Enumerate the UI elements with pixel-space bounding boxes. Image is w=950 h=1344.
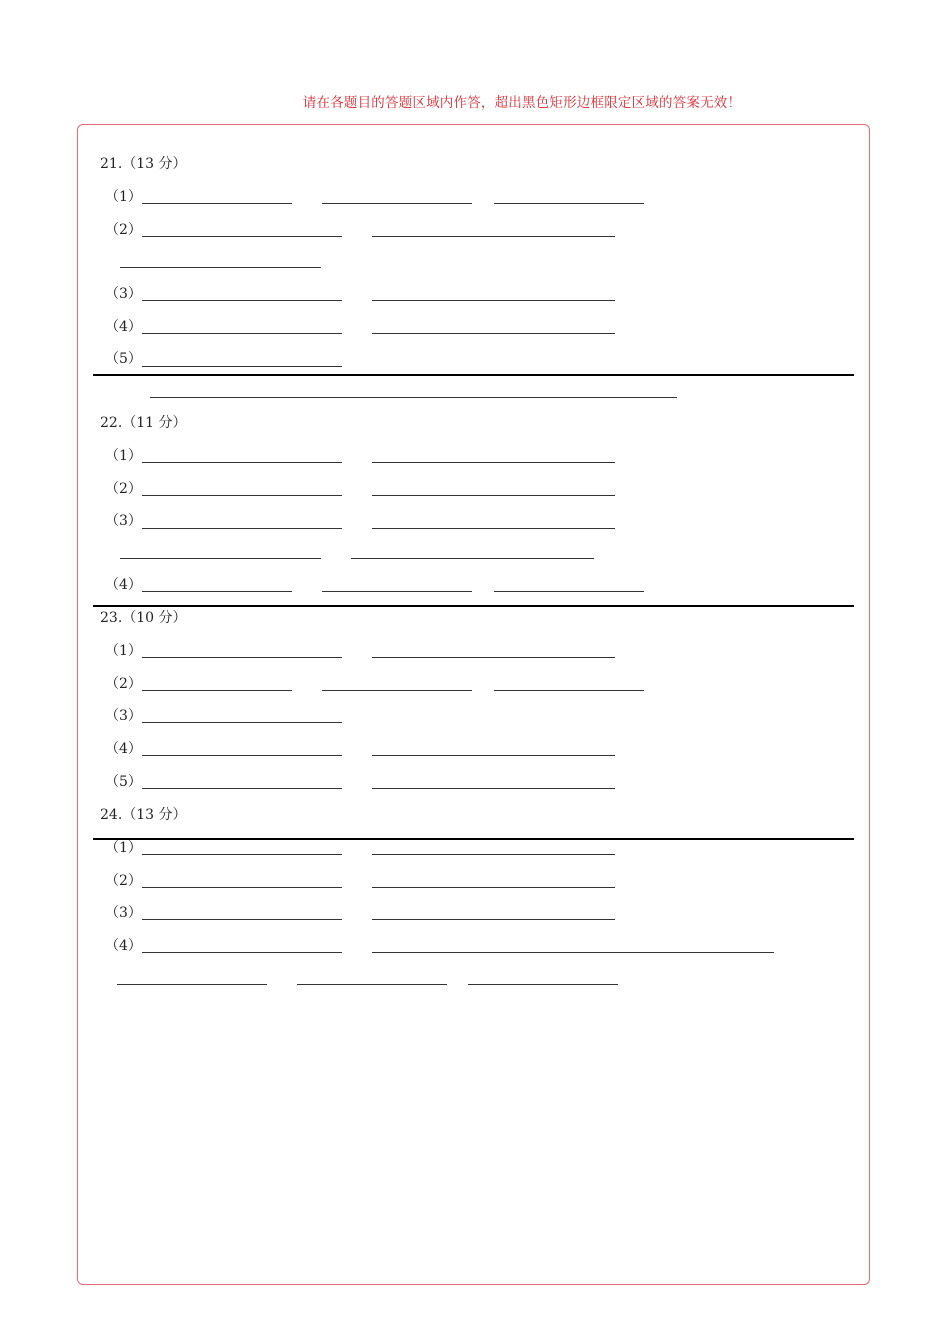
answer-line[interactable] — [372, 887, 615, 888]
answer-line[interactable] — [142, 887, 342, 888]
q22-item-1-label: （1） — [105, 448, 142, 464]
answer-line[interactable] — [372, 300, 615, 301]
answer-line[interactable] — [494, 203, 644, 204]
question-21-title: 21.（13 分） — [100, 156, 187, 172]
answer-line[interactable] — [142, 528, 342, 529]
q21-item-2-label: （2） — [105, 222, 142, 238]
answer-line[interactable] — [372, 528, 615, 529]
answer-line[interactable] — [297, 984, 447, 985]
answer-line[interactable] — [322, 203, 472, 204]
answer-line[interactable] — [120, 558, 321, 559]
q21-item-3-label: （3） — [105, 286, 142, 302]
question-23-title: 23.（10 分） — [100, 610, 187, 626]
answer-line[interactable] — [142, 591, 292, 592]
answer-line[interactable] — [494, 591, 644, 592]
q21-item-4-label: （4） — [105, 319, 142, 335]
q23-item-3-label: （3） — [105, 708, 142, 724]
answer-line[interactable] — [142, 854, 342, 855]
answer-line[interactable] — [372, 952, 774, 953]
answer-line[interactable] — [142, 236, 342, 237]
q23-item-4-label: （4） — [105, 741, 142, 757]
answer-line[interactable] — [372, 236, 615, 237]
answer-line[interactable] — [142, 495, 342, 496]
q22-item-2-label: （2） — [105, 481, 142, 497]
answer-line[interactable] — [372, 919, 615, 920]
q24-item-4-label: （4） — [105, 938, 142, 954]
answer-line[interactable] — [142, 366, 342, 367]
answer-line[interactable] — [468, 984, 618, 985]
answer-line[interactable] — [142, 755, 342, 756]
answer-line[interactable] — [372, 657, 615, 658]
answer-line[interactable] — [372, 854, 615, 855]
q22-item-3-label: （3） — [105, 513, 142, 529]
section-divider — [93, 374, 854, 376]
q23-item-5-label: （5） — [105, 774, 142, 790]
answer-line[interactable] — [142, 333, 342, 334]
answer-line[interactable] — [142, 722, 342, 723]
answer-line[interactable] — [142, 952, 342, 953]
answer-line[interactable] — [142, 300, 342, 301]
question-22-title: 22.（11 分） — [100, 415, 187, 431]
q21-item-1-label: （1） — [105, 189, 142, 205]
answer-line[interactable] — [117, 984, 267, 985]
q24-item-2-label: （2） — [105, 873, 142, 889]
section-divider — [93, 838, 854, 840]
answer-line[interactable] — [322, 591, 472, 592]
answer-line[interactable] — [142, 690, 292, 691]
question-24-title: 24.（13 分） — [100, 807, 187, 823]
answer-line[interactable] — [372, 462, 615, 463]
q24-item-1-label: （1） — [105, 840, 142, 856]
answer-line[interactable] — [372, 495, 615, 496]
q23-item-1-label: （1） — [105, 643, 142, 659]
answer-line[interactable] — [322, 690, 472, 691]
answer-line[interactable] — [150, 397, 677, 398]
q21-item-5-label: （5） — [105, 351, 142, 367]
answer-line[interactable] — [351, 558, 594, 559]
answer-line[interactable] — [494, 690, 644, 691]
q22-item-4-label: （4） — [105, 577, 142, 593]
answer-line[interactable] — [372, 755, 615, 756]
answer-line[interactable] — [142, 788, 342, 789]
answer-line[interactable] — [142, 919, 342, 920]
section-divider — [93, 605, 854, 607]
answer-line[interactable] — [120, 267, 321, 268]
answer-line[interactable] — [142, 657, 342, 658]
answer-line[interactable] — [142, 462, 342, 463]
answer-frame — [77, 124, 870, 1285]
answer-line[interactable] — [372, 333, 615, 334]
q24-item-3-label: （3） — [105, 905, 142, 921]
answer-line[interactable] — [372, 788, 615, 789]
q23-item-2-label: （2） — [105, 676, 142, 692]
answer-line[interactable] — [142, 203, 292, 204]
answer-notice: 请在各题目的答题区域内作答，超出黑色矩形边框限定区域的答案无效！ — [302, 95, 742, 111]
